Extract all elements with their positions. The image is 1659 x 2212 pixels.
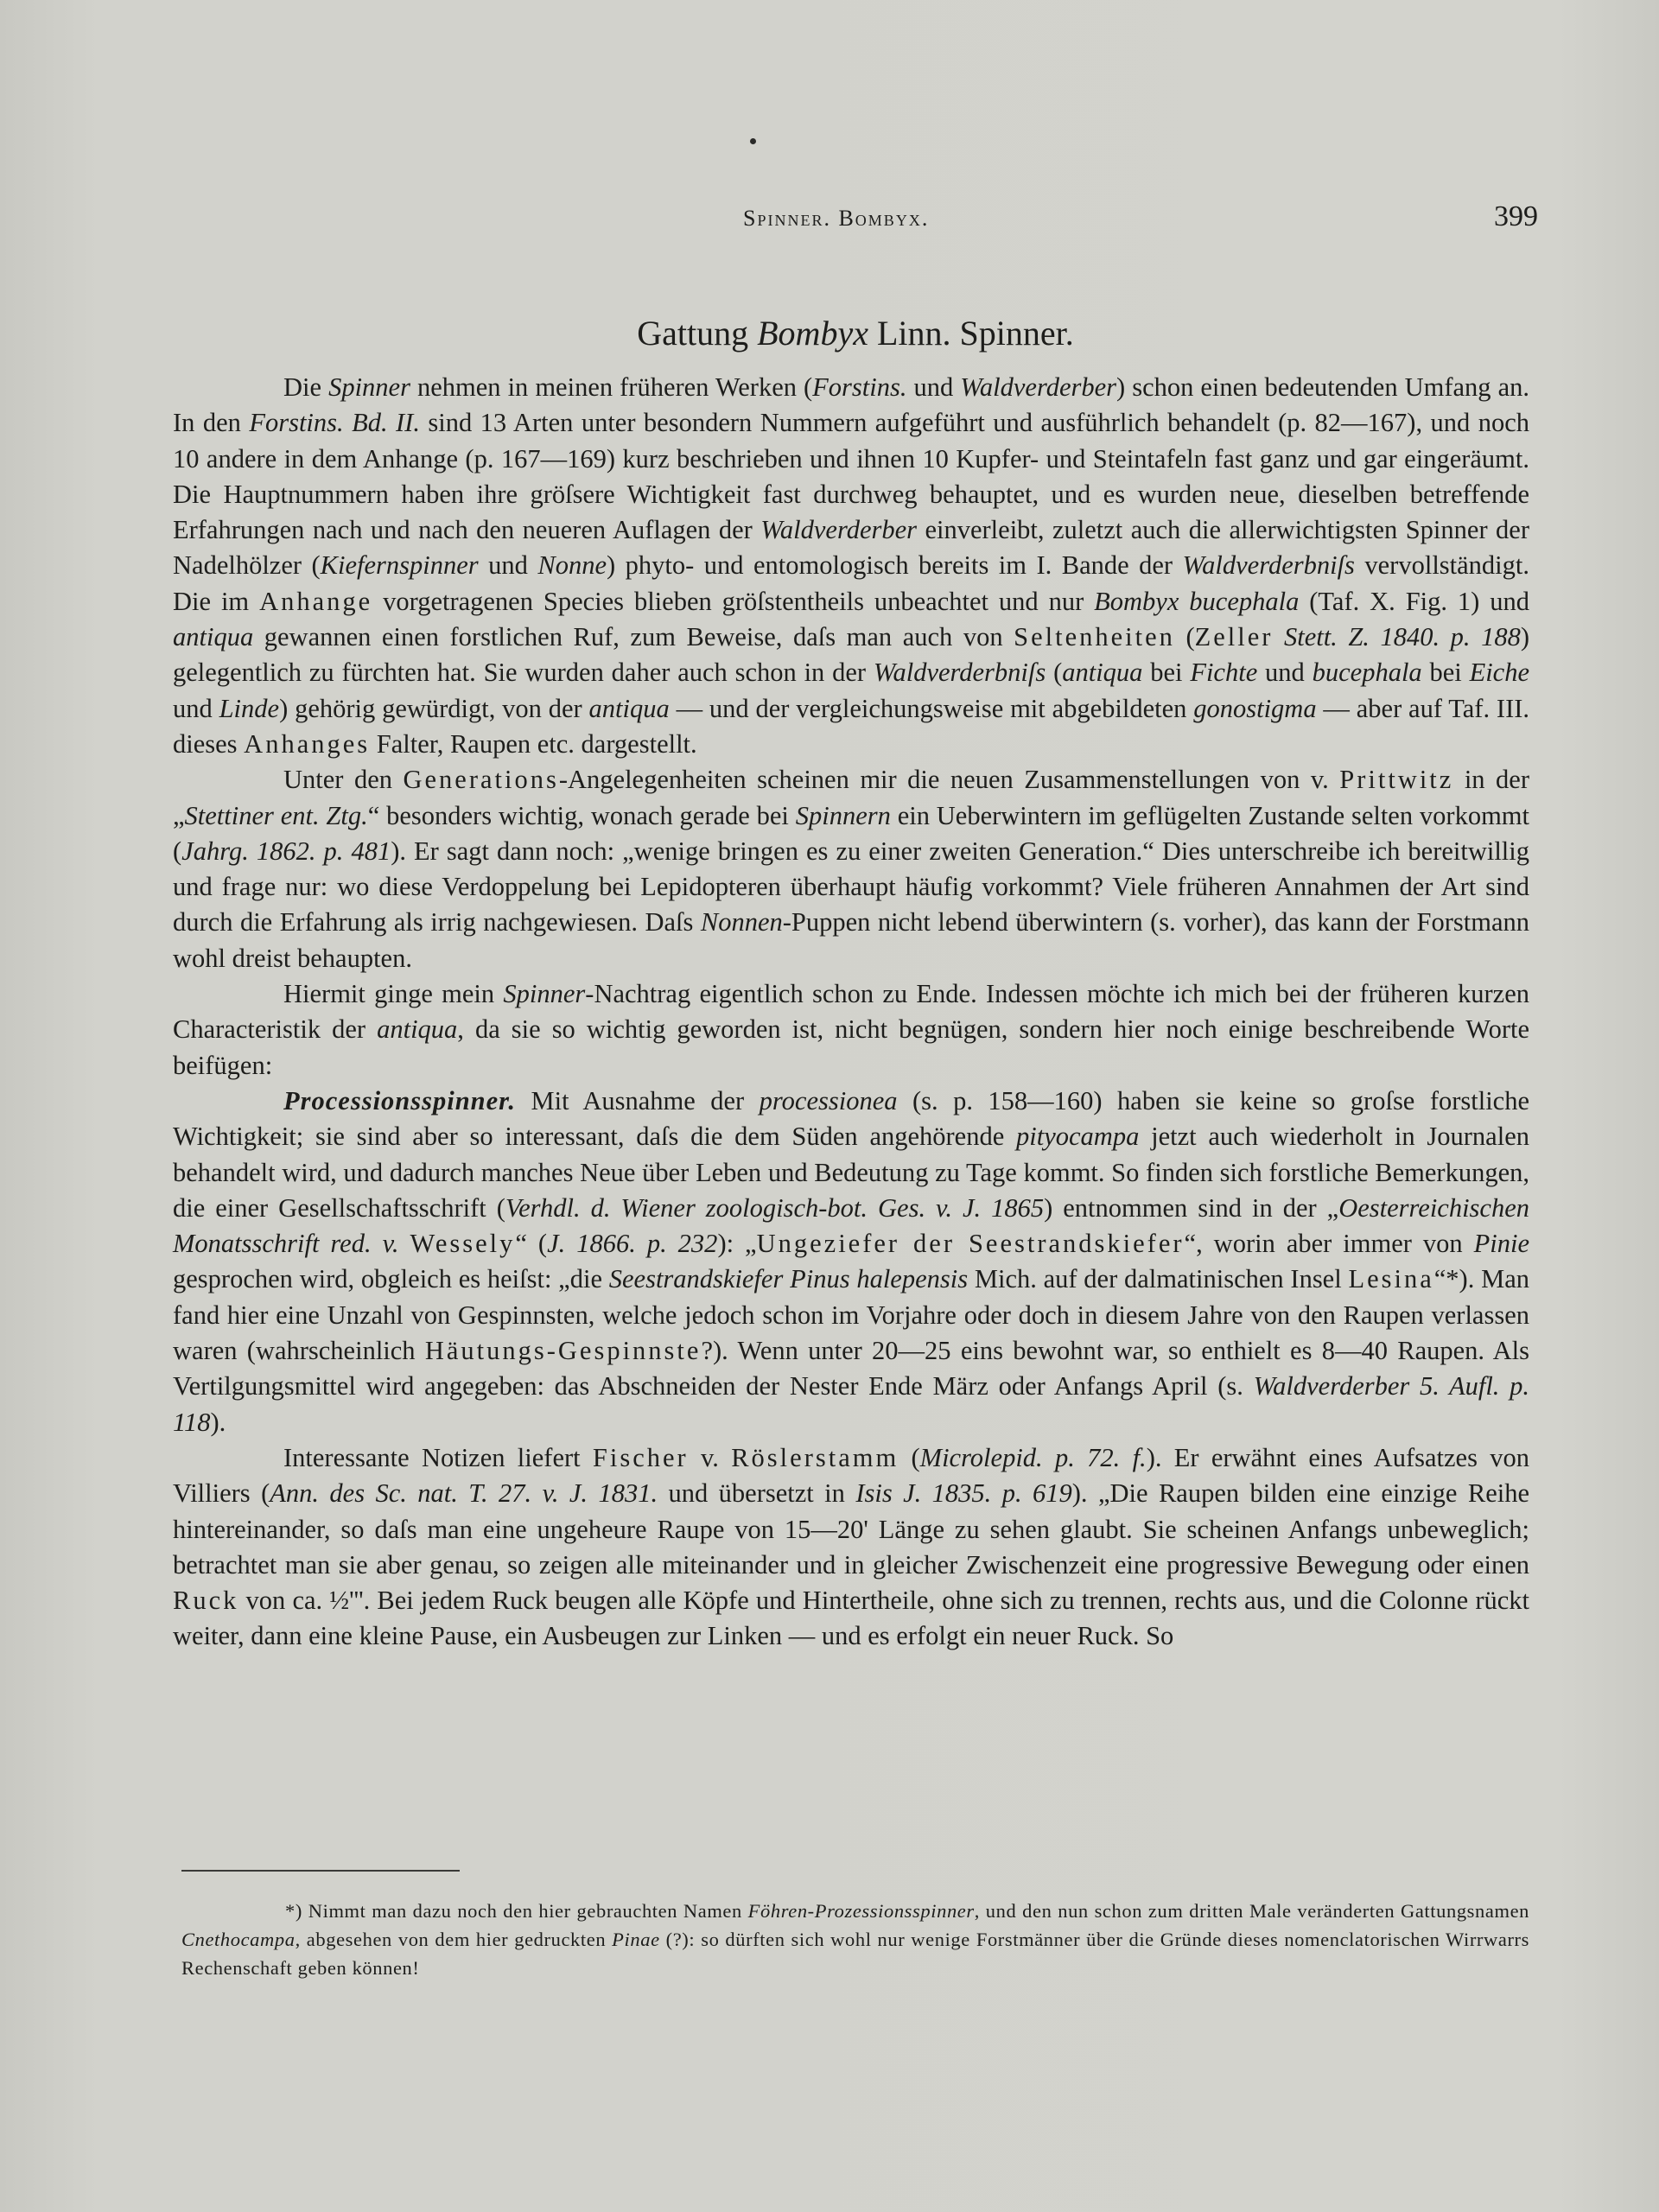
spaced-text: Ruck <box>173 1586 239 1616</box>
text-run: , abgesehen von dem hier gedruckten <box>295 1929 613 1950</box>
italic-text: Waldverderbniſs <box>1182 550 1355 581</box>
text-run: Mit Ausnahme der <box>516 1085 760 1116</box>
text-run: Hiermit ginge mein <box>283 979 504 1009</box>
text-run: nehmen in meinen früheren Werken ( <box>410 372 813 402</box>
run-in-heading: Processionsspinner. <box>283 1085 516 1116</box>
text-run: -Puppen nicht lebend überwintern (s. vorher), das kann der Forstmann wohl dreist behaupten. <box>173 907 1529 973</box>
italic-text: antiqua <box>173 622 254 652</box>
spaced-text: Lesina <box>1348 1264 1434 1294</box>
text-run: “*). Man fand hier eine Unzahl von Gespinnsten, welche jedoch schon im Vorjahre oder doch in diesem Jahre von den Raupen verlassen waren (wahrscheinlich <box>173 1264 1529 1366</box>
text-run: (?): so dürften sich wohl nur wenige Forstmänner über die Gründe dieses nomenclatorischen Wirrwarrs Rechenschaft geben können! <box>181 1929 1529 1979</box>
text-run <box>398 1229 410 1258</box>
italic-text: Waldverderber <box>960 372 1117 402</box>
italic-text: Spinner <box>503 979 586 1009</box>
spaced-text: Ungeziefer der Seestrandskiefer <box>756 1229 1185 1259</box>
text-run: — und der vergleichungsweise mit abgebildeten <box>669 693 1194 723</box>
heading-suffix: Spinner. <box>959 314 1074 353</box>
text-run: Unter den <box>283 765 404 795</box>
italic-text: Oesterreichischen Monatsschrift red. v. <box>173 1192 1530 1259</box>
text-run: ?). Wenn unter 20—25 eins bewohnt war, so enthielt es 8—40 Raupen. Als Vertilgungsmittel wird angegeben: das Abschneiden der Nester Ende März oder Anfangs April (s. <box>173 1336 1529 1402</box>
italic-text: Forstins. <box>812 372 907 402</box>
italic-text: bucephala <box>1312 658 1422 688</box>
text-run: ). Er erwähnt eines Aufsatzes von Villiers ( <box>173 1442 1529 1509</box>
italic-text: pityocampa <box>1016 1122 1140 1152</box>
running-head-title: Spinner. Bombyx. <box>743 206 930 231</box>
spaced-text: Seltenheiten <box>1014 622 1175 652</box>
italic-text: Bombyx bucephala <box>1094 586 1300 616</box>
italic-text: Forstins. Bd. II. <box>249 408 420 438</box>
text-run: Mich. auf der dalmatinischen Insel <box>968 1264 1349 1294</box>
spaced-text: Prittwitz <box>1339 765 1454 795</box>
spaced-text: Häutungs-Gespinnste <box>424 1336 702 1366</box>
text-run: gewannen einen forstlichen Ruf, zum Beweise, daſs man auch von <box>253 622 1014 652</box>
italic-text: Isis J. 1835. p. 619 <box>855 1478 1072 1509</box>
text-run: “ ( <box>515 1229 548 1259</box>
spaced-text: Wessely <box>410 1229 516 1259</box>
italic-text: Nonnen <box>700 907 783 938</box>
text-run: vorgetragenen Species blieben gröſstentheils unbeachtet und nur <box>372 586 1095 616</box>
text-run: ) gehörig gewürdigt, von der <box>279 693 589 723</box>
text-run: ): „ <box>717 1229 757 1259</box>
text-run: (Taf. X. Fig. 1) und <box>1299 586 1529 616</box>
italic-text: Waldverderber <box>760 515 918 545</box>
text-run: ). „Die Raupen bilden eine einzige Reihe hintereinander, so daſs man eine ungeheure Raupe von 15—20' Länge zu sehen glaubt. Sie scheinen Anfangs unbeweglich; betrachtet man sie aber genau, so zeigen alle miteinander und in gleicher Zwischenzeit eine progressive Bewegung oder einen <box>173 1478 1530 1580</box>
text-run: ( <box>899 1442 920 1472</box>
text-run: (s. p. 158—160) haben sie keine so groſse forstliche Wichtigkeit; sie sind aber so interessant, daſs die dem Süden angehörende <box>173 1085 1529 1152</box>
text-run: ) gelegentlich zu fürchten hat. Sie wurden daher auch schon in der <box>173 622 1529 688</box>
text-run: Falter, Raupen etc. dargestellt. <box>370 728 697 759</box>
text-run: und <box>173 693 219 723</box>
paragraph <box>173 976 1529 1084</box>
footnote-text <box>181 1897 1529 1982</box>
italic-text: Linde <box>219 693 280 723</box>
text-run: v. <box>688 1442 732 1472</box>
paragraph <box>173 1440 1529 1655</box>
text-run: einverleibt, zuletzt auch die allerwichtigsten Spinner der Nadelhölzer ( <box>173 515 1530 581</box>
italic-text: antiqua <box>1062 658 1143 688</box>
italic-text: Waldverderber 5. Aufl. p. 118 <box>173 1371 1530 1437</box>
text-run: ) entnommen sind in der „ <box>1044 1192 1339 1223</box>
italic-text: Spinner <box>328 372 410 402</box>
italic-text: Cnethocampa <box>181 1929 296 1950</box>
text-run: gesprochen wird, obgleich es heiſst: „die <box>173 1264 609 1294</box>
text-run: bei <box>1421 658 1470 688</box>
italic-text: Jahrg. 1862. p. 481 <box>181 836 391 866</box>
heading-prefix: Gattung <box>637 314 758 353</box>
text-run: von ca. ½'''. Bei jedem Ruck beugen alle Köpfe und Hintertheile, ohne sich zu trennen, rechts aus, und die Colonne rückt weiter, dann eine kleine Pause, ein Ausbeugen zur Linken — und es erfolgt ein neuer Ruck. So <box>173 1586 1529 1651</box>
footnote <box>181 1897 1529 1982</box>
italic-text: Fichte <box>1190 658 1258 688</box>
text-run: ( <box>1174 622 1195 652</box>
spaced-text: Generations <box>403 765 559 795</box>
italic-text: antiqua <box>588 693 670 723</box>
italic-text: Stett. Z. 1840. p. 188 <box>1283 622 1521 652</box>
text-run: , und den nun schon zum dritten Male veränderten Gattungsnamen <box>974 1900 1529 1922</box>
text-run: und <box>478 550 538 581</box>
spaced-text: Zeller <box>1194 622 1274 652</box>
text-run: — aber auf Taf. III. dieses <box>173 693 1530 759</box>
heading-middle: Linn. <box>868 314 960 353</box>
italic-text: Nonne <box>537 550 607 581</box>
text-run: “ besonders wichtig, wonach gerade bei <box>367 800 796 830</box>
paragraph <box>173 370 1529 762</box>
text-run: vervollständigt. Die im <box>173 550 1529 616</box>
text-run: ) schon einen bedeutenden Umfang an. In den <box>173 372 1530 438</box>
text-run: und übersetzt in <box>658 1478 856 1509</box>
text-run: ein Ueberwintern im geflügelten Zustande selten vorkommt ( <box>173 800 1529 866</box>
text-run: “, worin aber immer von <box>1184 1229 1474 1259</box>
italic-text: Seestrandskiefer Pinus halepensis <box>608 1264 969 1294</box>
text-run: ). <box>210 1407 226 1437</box>
italic-text: antiqua <box>377 1014 458 1045</box>
text-run: -Angelegenheiten scheinen mir die neuen Zusammenstellungen von v. <box>558 765 1340 795</box>
print-speck <box>750 138 756 144</box>
italic-text: Föhren-Prozessionsspinner <box>747 1900 975 1922</box>
italic-text: Waldverderbniſs <box>873 658 1046 688</box>
italic-text: Stettiner ent. Ztg. <box>184 800 368 830</box>
text-run: Interessante Notizen liefert <box>283 1442 593 1472</box>
italic-text: Verhdl. d. Wiener zoologisch-bot. Ges. v. J. 1865 <box>505 1192 1045 1223</box>
text-run: und <box>906 372 961 402</box>
text-run: Die <box>283 372 329 402</box>
spaced-text: Röslerstamm <box>731 1442 899 1472</box>
text-run: ). Er sagt dann noch: „wenige bringen es zu einer zweiten Generation.“ Dies unterschreibe ich bereitwillig und frage nur: wo diese Verdoppelung bei Lepidopteren überhaupt häufig vorkommt? Viele früheren Annahmen der Art sind durch die Erfahrung als irrig nachgewiesen. Daſs <box>173 836 1530 938</box>
running-head <box>173 200 1538 235</box>
paragraph <box>173 1084 1529 1440</box>
spaced-text: Anhange <box>259 586 373 616</box>
italic-text: processionea <box>759 1085 898 1116</box>
italic-text: Microlepid. p. 72. f. <box>919 1442 1147 1472</box>
italic-text: gonostigma <box>1193 693 1317 723</box>
italic-text: Ann. des Sc. nat. T. 27. v. J. 1831. <box>270 1478 658 1509</box>
text-run: *) Nimmt man dazu noch den hier gebrauchten Namen <box>285 1900 748 1922</box>
text-run: ) phyto- und entomologisch bereits im I. Bande der <box>607 550 1183 581</box>
spaced-text: Fischer <box>592 1442 689 1472</box>
heading-genus: Bombyx <box>757 314 868 353</box>
italic-text: Eiche <box>1469 658 1530 688</box>
italic-text: Kiefernspinner <box>320 550 479 581</box>
text-run: ( <box>1046 658 1063 688</box>
footnote-rule <box>181 1870 460 1872</box>
text-run <box>1273 622 1284 652</box>
text-run: jetzt auch wiederholt in Journalen behandelt wird, und dadurch manches Neue über Leben und Bedeutung zu Tage kommt. So finden sich forstliche Bemerkungen, die einer Gesellschaftsschrift ( <box>173 1122 1529 1223</box>
italic-text: J. 1866. p. 232 <box>547 1229 718 1259</box>
italic-text: Spinnern <box>795 800 891 830</box>
text-run: -Nachtrag eigentlich schon zu Ende. Indessen möchte ich mich bei der früheren kurzen Characteristik der <box>173 979 1529 1045</box>
section-heading <box>173 313 1538 353</box>
page-number: 399 <box>1494 200 1538 232</box>
text-run: und <box>1257 658 1313 688</box>
text-run: in der „ <box>173 765 1529 830</box>
italic-text: Pinie <box>1473 1229 1530 1259</box>
text-run: bei <box>1142 658 1191 688</box>
text-run: sind 13 Arten unter besondern Nummern aufgeführt und ausführlich behandelt (p. 82—167), und noch 10 andere in dem Anhange (p. 167—169) kurz beschrieben und ihnen 10 Kupfer- und Steintafeln fast ganz und gar eingeräumt. Die Hauptnummern haben ihre gröſsere Wichtigkeit fast durchweg behauptet, und es wurden neue, dieselben betreffende Erfahrungen nach und nach den neueren Auflagen der <box>173 408 1529 545</box>
text-run: , da sie so wichtig geworden ist, nicht begnügen, sondern hier noch einige beschreibende Worte beifügen: <box>173 1014 1529 1080</box>
spaced-text: Anhanges <box>244 728 371 759</box>
body-text <box>173 370 1529 1655</box>
paragraph <box>173 762 1529 976</box>
italic-text: Pinae <box>612 1929 660 1950</box>
